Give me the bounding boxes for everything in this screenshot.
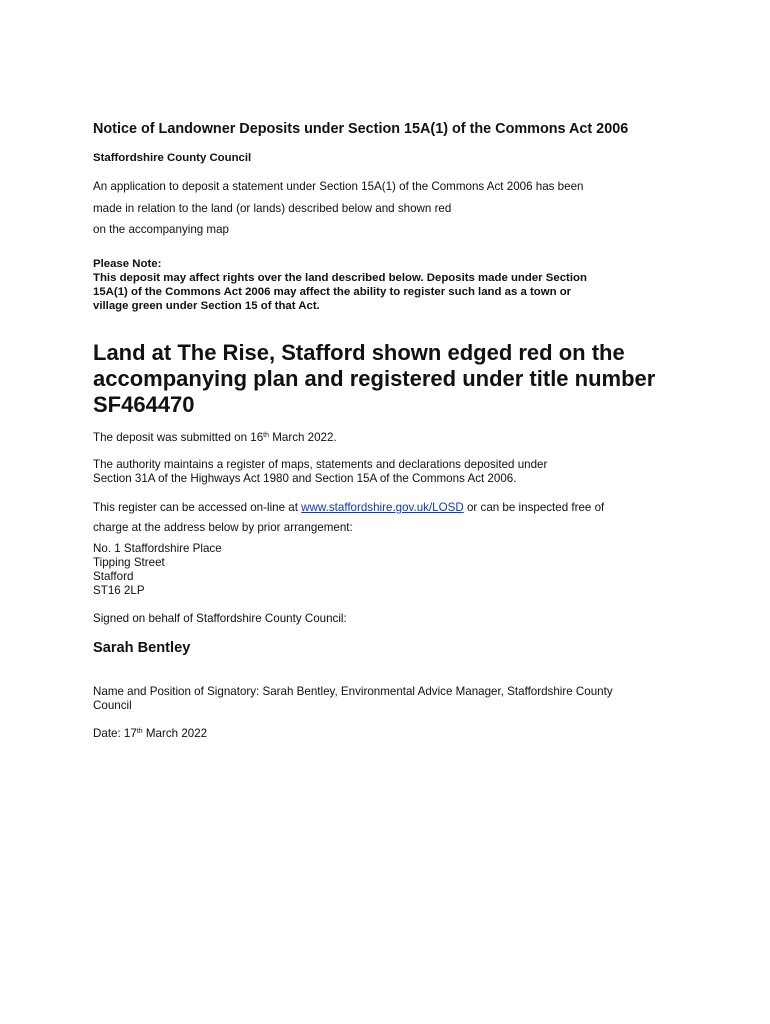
deposit-date-prefix: The deposit was submitted on 16	[93, 431, 264, 444]
signing-date-line	[93, 727, 207, 741]
signing-date-suffix: March 2022	[142, 727, 208, 740]
please-note-line-3: village green under Section 15 of that Act.	[93, 300, 320, 312]
online-access-line-2: charge at the address below by prior arrangement:	[93, 521, 353, 534]
online-access-line	[93, 501, 604, 515]
signed-on-behalf: Signed on behalf of Staffordshire County Council:	[93, 612, 347, 625]
address-line-4: ST16 2LP	[93, 584, 145, 597]
deposit-date-sup: th	[263, 432, 269, 439]
online-suffix: or can be inspected free of	[463, 501, 605, 514]
register-line-2: Section 31A of the Highways Act 1980 and Section 15A of the Commons Act 2006.	[93, 472, 517, 485]
deposit-date-line	[93, 431, 337, 445]
signing-date-sup: th	[136, 728, 143, 735]
signatory-line-1: Name and Position of Signatory: Sarah Bentley, Environmental Advice Manager, Staffordshire County	[93, 685, 613, 698]
notice-title: Notice of Landowner Deposits under Section 15A(1) of the Commons Act 2006	[93, 121, 629, 137]
signer-name: Sarah Bentley	[93, 640, 191, 656]
intro-line-2: made in relation to the land (or lands) described below and shown red	[93, 202, 452, 215]
please-note-heading: Please Note:	[93, 258, 162, 270]
intro-line-3: on the accompanying map	[93, 223, 229, 236]
register-line-1: The authority maintains a register of maps, statements and declarations deposited under	[93, 458, 548, 471]
land-title: Land at The Rise, Stafford shown edged red on the accompanying plan and registered under title number SF464470	[93, 340, 656, 417]
signing-date-prefix: Date: 17	[93, 727, 137, 740]
council-name: Staffordshire County Council	[93, 152, 252, 164]
address-line-3: Stafford	[93, 570, 134, 583]
signatory-line-2: Council	[93, 699, 132, 712]
please-note-line-2: 15A(1) of the Commons Act 2006 may affect the ability to register such land as a town or	[93, 286, 572, 298]
intro-line-1: An application to deposit a statement under Section 15A(1) of the Commons Act 2006 has been	[93, 180, 584, 193]
deposit-date-suffix: March 2022.	[269, 431, 337, 444]
address-line-1: No. 1 Staffordshire Place	[93, 542, 222, 555]
please-note-line-1: This deposit may affect rights over the land described below. Deposits made under Section	[93, 272, 587, 284]
online-prefix: This register can be accessed on-line at	[93, 501, 302, 514]
losd-link[interactable]: www.staffordshire.gov.uk/LOSD	[301, 501, 464, 514]
address-line-2: Tipping Street	[93, 556, 165, 569]
